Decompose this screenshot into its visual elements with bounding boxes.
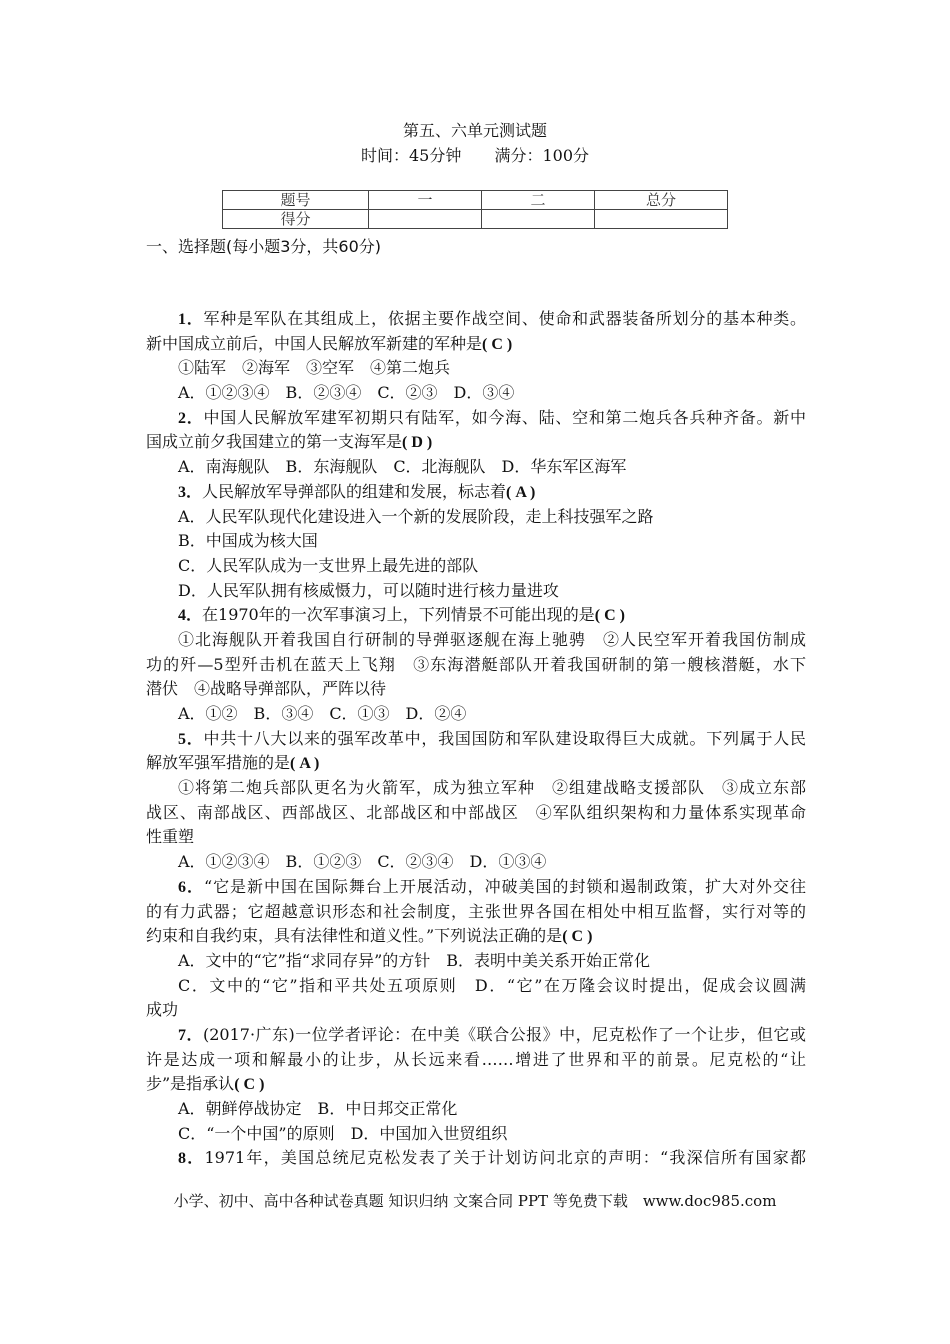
text-segment: A．朝鲜停战协定 B．中日邦交正常化: [178, 1099, 458, 1118]
text-line: [146, 702, 806, 727]
text-line: [146, 579, 806, 604]
text-line: [146, 677, 806, 702]
text-segment: 战区、南部战区、西部战区、北部战区和中部战区 ④军队组织架构和力量体系实现革命: [146, 802, 806, 822]
text-segment: 成功: [146, 1000, 179, 1020]
text-line: [146, 751, 806, 776]
text-segment: A．①②③④ B．①②③ C．②③④ D．①③④: [178, 852, 547, 872]
text-line: [146, 332, 806, 357]
text-segment: C．文中的“它”指和平共处五项原则 D．“它”在万隆会议时提出，促成会议圆满: [178, 975, 806, 995]
text-segment: A．①②③④ B．②③④ C．②③ D．③④: [178, 383, 515, 403]
text-line: [146, 628, 806, 653]
text-segment: 许是达成一项和解最小的让步，从长远来看……增进了世界和平的前景。尼克松的“让: [146, 1049, 806, 1069]
answer-label: ( A ): [506, 483, 536, 501]
text-line: [146, 529, 806, 554]
text-segment: 中共十八大以来的强军改革中，我国国防和军队建设取得巨大成就。下列属于人民: [203, 728, 806, 748]
exam-full-score: 满分：100分: [494, 146, 589, 165]
text-line: [146, 1048, 806, 1073]
text-segment: A．南海舰队 B．东海舰队 C．北海舰队 D．华东军区海军: [178, 457, 627, 477]
text-segment: 军种是军队在其组成上，依据主要作战空间、使命和武器装备所划分的基本种类。: [203, 309, 806, 328]
text-line: [146, 653, 806, 678]
question-number: 7．: [178, 1026, 203, 1044]
text-segment: 新中国成立前后，中国人民解放军新建的军种是: [146, 333, 483, 353]
text-segment: A．文中的“它”指“求同存异”的方针 B．表明中美关系开始正常化: [178, 950, 651, 970]
score-table: [222, 190, 728, 229]
text-line: [146, 430, 806, 455]
text-line: [146, 801, 806, 826]
question-number: 1．: [178, 311, 204, 328]
text-segment: A．①② B．③④ C．①③ D．②④: [178, 704, 467, 723]
text-line: [146, 1072, 806, 1097]
score-header-cell: 一: [369, 191, 482, 210]
question-number: 6．: [178, 878, 204, 896]
text-line: [146, 307, 806, 332]
score-cell: [595, 210, 728, 229]
text-segment: 的有力武器；它超越意识形态和社会制度，主张世界各国在相处中相互监督，实行对等的: [146, 901, 806, 921]
section-heading: 一、选择题(每小题3分，共60分): [146, 237, 382, 256]
text-line: [146, 381, 806, 406]
text-segment: 功的歼—5型歼击机在蓝天上飞翔 ③东海潜艇部队开着我国研制的第一艘核潜艇，水下: [146, 654, 806, 674]
answer-label: ( C ): [594, 607, 625, 625]
text-line: [146, 1146, 806, 1171]
score-table-header-row: [223, 191, 728, 210]
text-line: [146, 1122, 806, 1147]
exam-time: 时间：45分钟: [360, 146, 462, 165]
text-line: [146, 603, 806, 628]
text-segment: 步”是指承认: [146, 1074, 235, 1094]
text-line: [146, 1023, 806, 1048]
text-line: [146, 900, 806, 925]
text-segment: B．中国成为核大国: [178, 531, 318, 551]
answer-label: ( A ): [290, 755, 320, 773]
answer-label: ( D ): [402, 434, 433, 452]
question-number: 5．: [178, 730, 204, 748]
answer-label: ( C ): [562, 928, 593, 946]
text-line: [146, 505, 806, 530]
text-segment: 在1970年的一次军事演习上，下列情景不可能出现的是: [202, 605, 595, 625]
text-segment: ①北海舰队开着我国自行研制的导弹驱逐舰在海上驰骋 ②人民空军开着我国仿制成: [178, 629, 806, 649]
text-line: [146, 480, 806, 505]
text-segment: 人民解放军导弹部队的组建和发展，标志着: [202, 481, 507, 501]
page-title: 第五、六单元测试题: [402, 121, 547, 140]
text-segment: 国成立前夕我国建立的第一支海军是: [146, 432, 403, 452]
text-segment: 潜伏 ④战略导弹部队，严阵以待: [146, 679, 387, 699]
text-line: [146, 356, 806, 381]
question-number: 8．: [178, 1150, 205, 1168]
text-line: [146, 455, 806, 480]
text-segment: A．人民军队现代化建设进入一个新的发展阶段，走上科技强军之路: [178, 506, 654, 526]
score-header-cell: 总分: [595, 191, 728, 210]
text-segment: 约束和自我约束，具有法律性和道义性。”下列说法正确的是: [146, 926, 563, 946]
text-segment: C．“一个中国”的原则 D．中国加入世贸组织: [178, 1123, 508, 1143]
text-line: [146, 875, 806, 900]
score-cell: [482, 210, 595, 229]
score-table-row: [223, 210, 728, 229]
text-line: [146, 554, 806, 579]
text-segment: ①陆军 ②海军 ③空军 ④第二炮兵: [178, 358, 451, 378]
text-segment: 中国人民解放军建军初期只有陆军，如今海、陆、空和第二炮兵各兵种齐备。新中: [203, 407, 806, 427]
score-row-label: 得分: [223, 210, 369, 229]
text-segment: 1971年，美国总统尼克松发表了关于计划访问北京的声明：“我深信所有国家都: [204, 1148, 806, 1168]
answer-label: ( C ): [234, 1076, 265, 1094]
answer-label: ( C ): [482, 335, 513, 353]
text-line: [146, 727, 806, 752]
text-segment: C．人民军队成为一支世界上最先进的部队: [178, 555, 479, 575]
footer-text: 小学、初中、高中各种试卷真题 知识归纳 文案合同 PPT 等免费下载 www.doc985.com: [173, 1192, 777, 1210]
score-header-cell: 题号: [223, 191, 369, 210]
text-line: [146, 1097, 806, 1122]
exam-info: [0, 143, 950, 166]
text-line: [146, 825, 806, 850]
text-line: [146, 776, 806, 801]
question-number: 3．: [178, 483, 203, 501]
score-cell: [369, 210, 482, 229]
text-segment: ①将第二炮兵部队更名为火箭军，成为独立军种 ②组建战略支援部队 ③成立东部: [178, 778, 806, 798]
text-segment: “它是新中国在国际舞台上开展活动，冲破美国的封锁和遏制政策，扩大对外交往: [203, 876, 806, 896]
text-segment: 解放军强军措施的是: [146, 753, 291, 773]
questions-body: [146, 307, 806, 1171]
text-line: [146, 850, 806, 875]
text-segment: D．人民军队拥有核威慑力，可以随时进行核力量进攻: [178, 580, 559, 600]
text-line: [146, 974, 806, 999]
text-line: [146, 406, 806, 431]
question-number: 2．: [178, 409, 204, 427]
text-line: [146, 949, 806, 974]
question-number: 4．: [178, 607, 203, 625]
text-line: [146, 998, 806, 1023]
text-segment: 性重塑: [146, 827, 195, 847]
text-line: [146, 924, 806, 949]
score-header-cell: 二: [482, 191, 595, 210]
text-segment: (2017·广东)一位学者评论：在中美《联合公报》中，尼克松作了一个让步，但它或: [202, 1024, 806, 1044]
